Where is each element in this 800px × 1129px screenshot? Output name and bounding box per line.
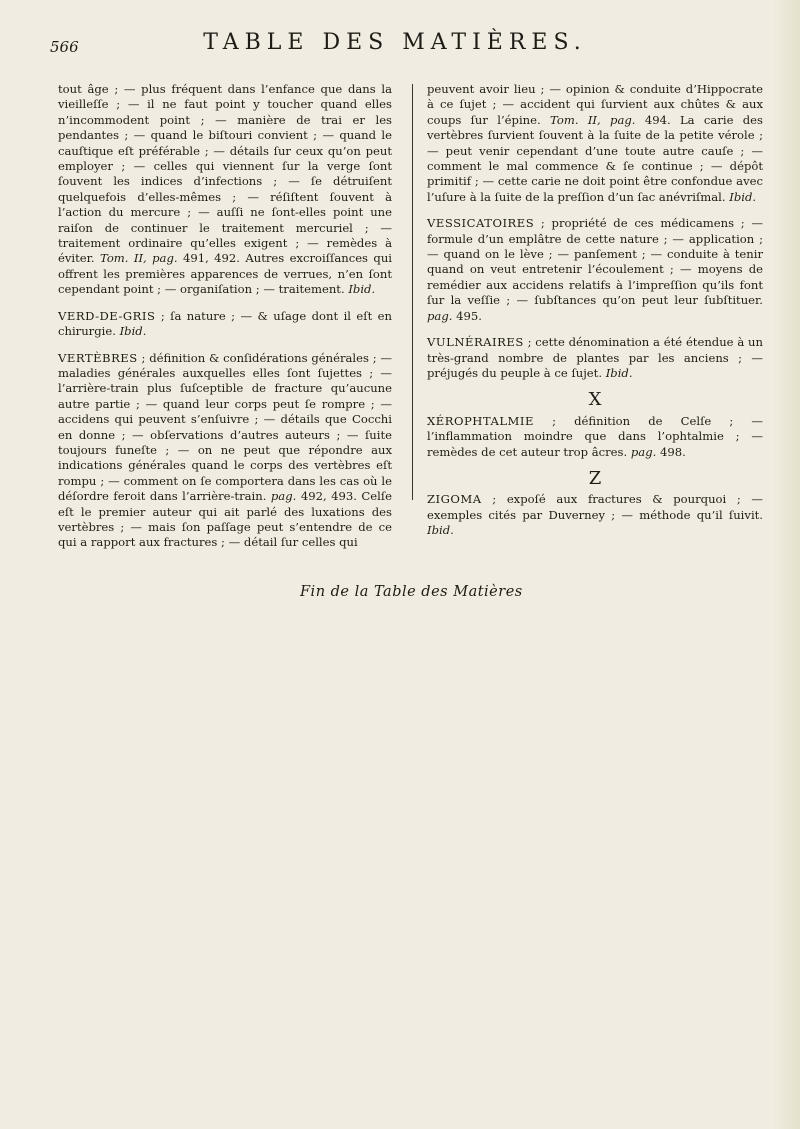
page-reference: pag. bbox=[427, 308, 453, 323]
entry-vulneraires: VULNÉRAIRES ; cette dénomination a été étendue à un très-grand nombre de plantes par les anciens ; — préjugés du peuple à ce ſujet. Ibid. bbox=[427, 335, 763, 380]
page-number: 566 bbox=[50, 38, 79, 56]
section-letter-x: X bbox=[588, 389, 602, 411]
entry-heading: VERD-DE-GRIS bbox=[58, 308, 156, 323]
volume-reference: Tom. II, pag. bbox=[100, 251, 178, 266]
entry-heading: VERTÈBRES bbox=[58, 350, 138, 365]
ibid-reference: Ibid. bbox=[119, 324, 147, 339]
entry-vertebres-continued: peuvent avoir lieu ; — opinion & conduite d’Hippocrate à ce ſujet ; — accident qui ſurvient aux chûtes & aux coups ſur l’épine. Tom. II, pag. 494. La carie des vertèbres ſurvient ſouvent à la ſuite de la petite vérole ; — peut venir cependant d’une toute autre cauſe ; — comment le mal commence & ſe continue ; — dépôt primitif ; — cette carie ne doit point être confondue avec l’uſure à la ſuite de la preſſion d’un ſac anévriſmal. Ibid. bbox=[427, 82, 763, 204]
page-reference: pag. bbox=[630, 444, 657, 459]
running-title: TABLE DES MATIÈRES. bbox=[203, 30, 587, 55]
ibid-reference: Ibid. bbox=[729, 189, 757, 204]
entry-heading: ZIGOMA bbox=[427, 492, 482, 507]
entry-vertebres: VERTÈBRES ; définition & conſidérations générales ; — maladies générales auxquelles elles ſont ſujettes ; — l’arrière-train plus ſuſceptible de fracture qu’aucune autre partie ; — quand leur corps peut ſe rompre ; — accidens qui peuvent s’enſuivre ; — détails que Cocchi en donne ; — obſervations d’autres auteurs ; — ſuite toujours funeſte ; — on ne peut que répondre aux indications générales quand le corps des vertèbres eſt rompu ; — comment on ſe comportera dans les cas où le déſordre feroit dans l’arrière-train. pag. 492, 493. Celſe eſt le premier auteur qui ait parlé des luxations des vertèbres ; — mais ſon paſſage peut s’entendre de ce qui a rapport aux fractures ; — détail ſur celles qui bbox=[58, 350, 392, 550]
left-column bbox=[58, 82, 392, 562]
entry-heading: VESSICATOIRES bbox=[427, 216, 535, 231]
page-edge-stain bbox=[772, 0, 800, 1129]
entry-heading: XÉROPHTALMIE bbox=[427, 413, 534, 428]
page-header bbox=[50, 30, 740, 64]
entry-zigoma: ZIGOMA ; expoſé aux fractures & pourquoi ; — exemples cités par Duverney ; — méthode qu’il ſuivit. Ibid. bbox=[427, 492, 763, 538]
ibid-reference: Ibid. bbox=[427, 523, 454, 538]
entry-verd-de-gris: VERD-DE-GRIS ; ſa nature ; — & uſage dont il eſt en chirurgie. Ibid. bbox=[58, 308, 392, 339]
ibid-reference: Ibid. bbox=[348, 282, 376, 297]
right-column bbox=[427, 82, 763, 550]
entry-heading: VULNÉRAIRES bbox=[427, 335, 524, 350]
section-letter-z: Z bbox=[588, 467, 602, 489]
column-divider bbox=[412, 84, 413, 500]
page-reference: pag. bbox=[270, 489, 297, 504]
entry-xerophtalmie: XÉROPHTALMIE ; définition de Celſe ; — l’inflammation moindre que dans l’ophtalmie ; — remèdes de cet auteur trop âcres. pag. 498. bbox=[427, 413, 763, 459]
entry-verrues-continued: tout âge ; — plus fréquent dans l’enfance que dans la vieilleſſe ; — il ne faut point y toucher quand elles n’incommodent point ; — manière de trai er les pendantes ; — quand le biſtouri convient ; — quand le cauſtique eſt préférable ; — détails ſur ceux qu’on peut employer ; — celles qui viennent ſur la verge ſont ſouvent les indices d’infections ; — ſe détruiſent quelquefois d’elles-mêmes ; — réſiſtent ſouvent à l’action du mercure ; — auſſi ne ſont-elles point une raiſon de continuer le traitement mercuriel ; — traitement ordinaire qu’elles exigent ; — remèdes à éviter. Tom. II, pag. 491, 492. Autres excroiſſances qui offrent les premières apparences de verrues, n’en ſont cependant point ; — organiſation ; — traitement. Ibid. bbox=[58, 82, 392, 297]
end-of-table-note: Fin de la Table des Matières bbox=[300, 584, 523, 600]
volume-reference: Tom. II, pag. bbox=[550, 112, 636, 127]
entry-vessicatoires: VESSICATOIRES ; propriété de ces médicamens ; — formule d’un emplâtre de cette nature ; — application ; — quand on le lève ; — panſement ; — conduite à tenir quand on veut entretenir l’écoulement ; — moyens de remédier aux accidens relatifs à l’impreſſion qu’ils font ſur la veſſie ; — ſubſtances qu’on peut leur ſubſtituer. pag. 495. bbox=[427, 216, 763, 323]
ibid-reference: Ibid. bbox=[605, 365, 633, 380]
